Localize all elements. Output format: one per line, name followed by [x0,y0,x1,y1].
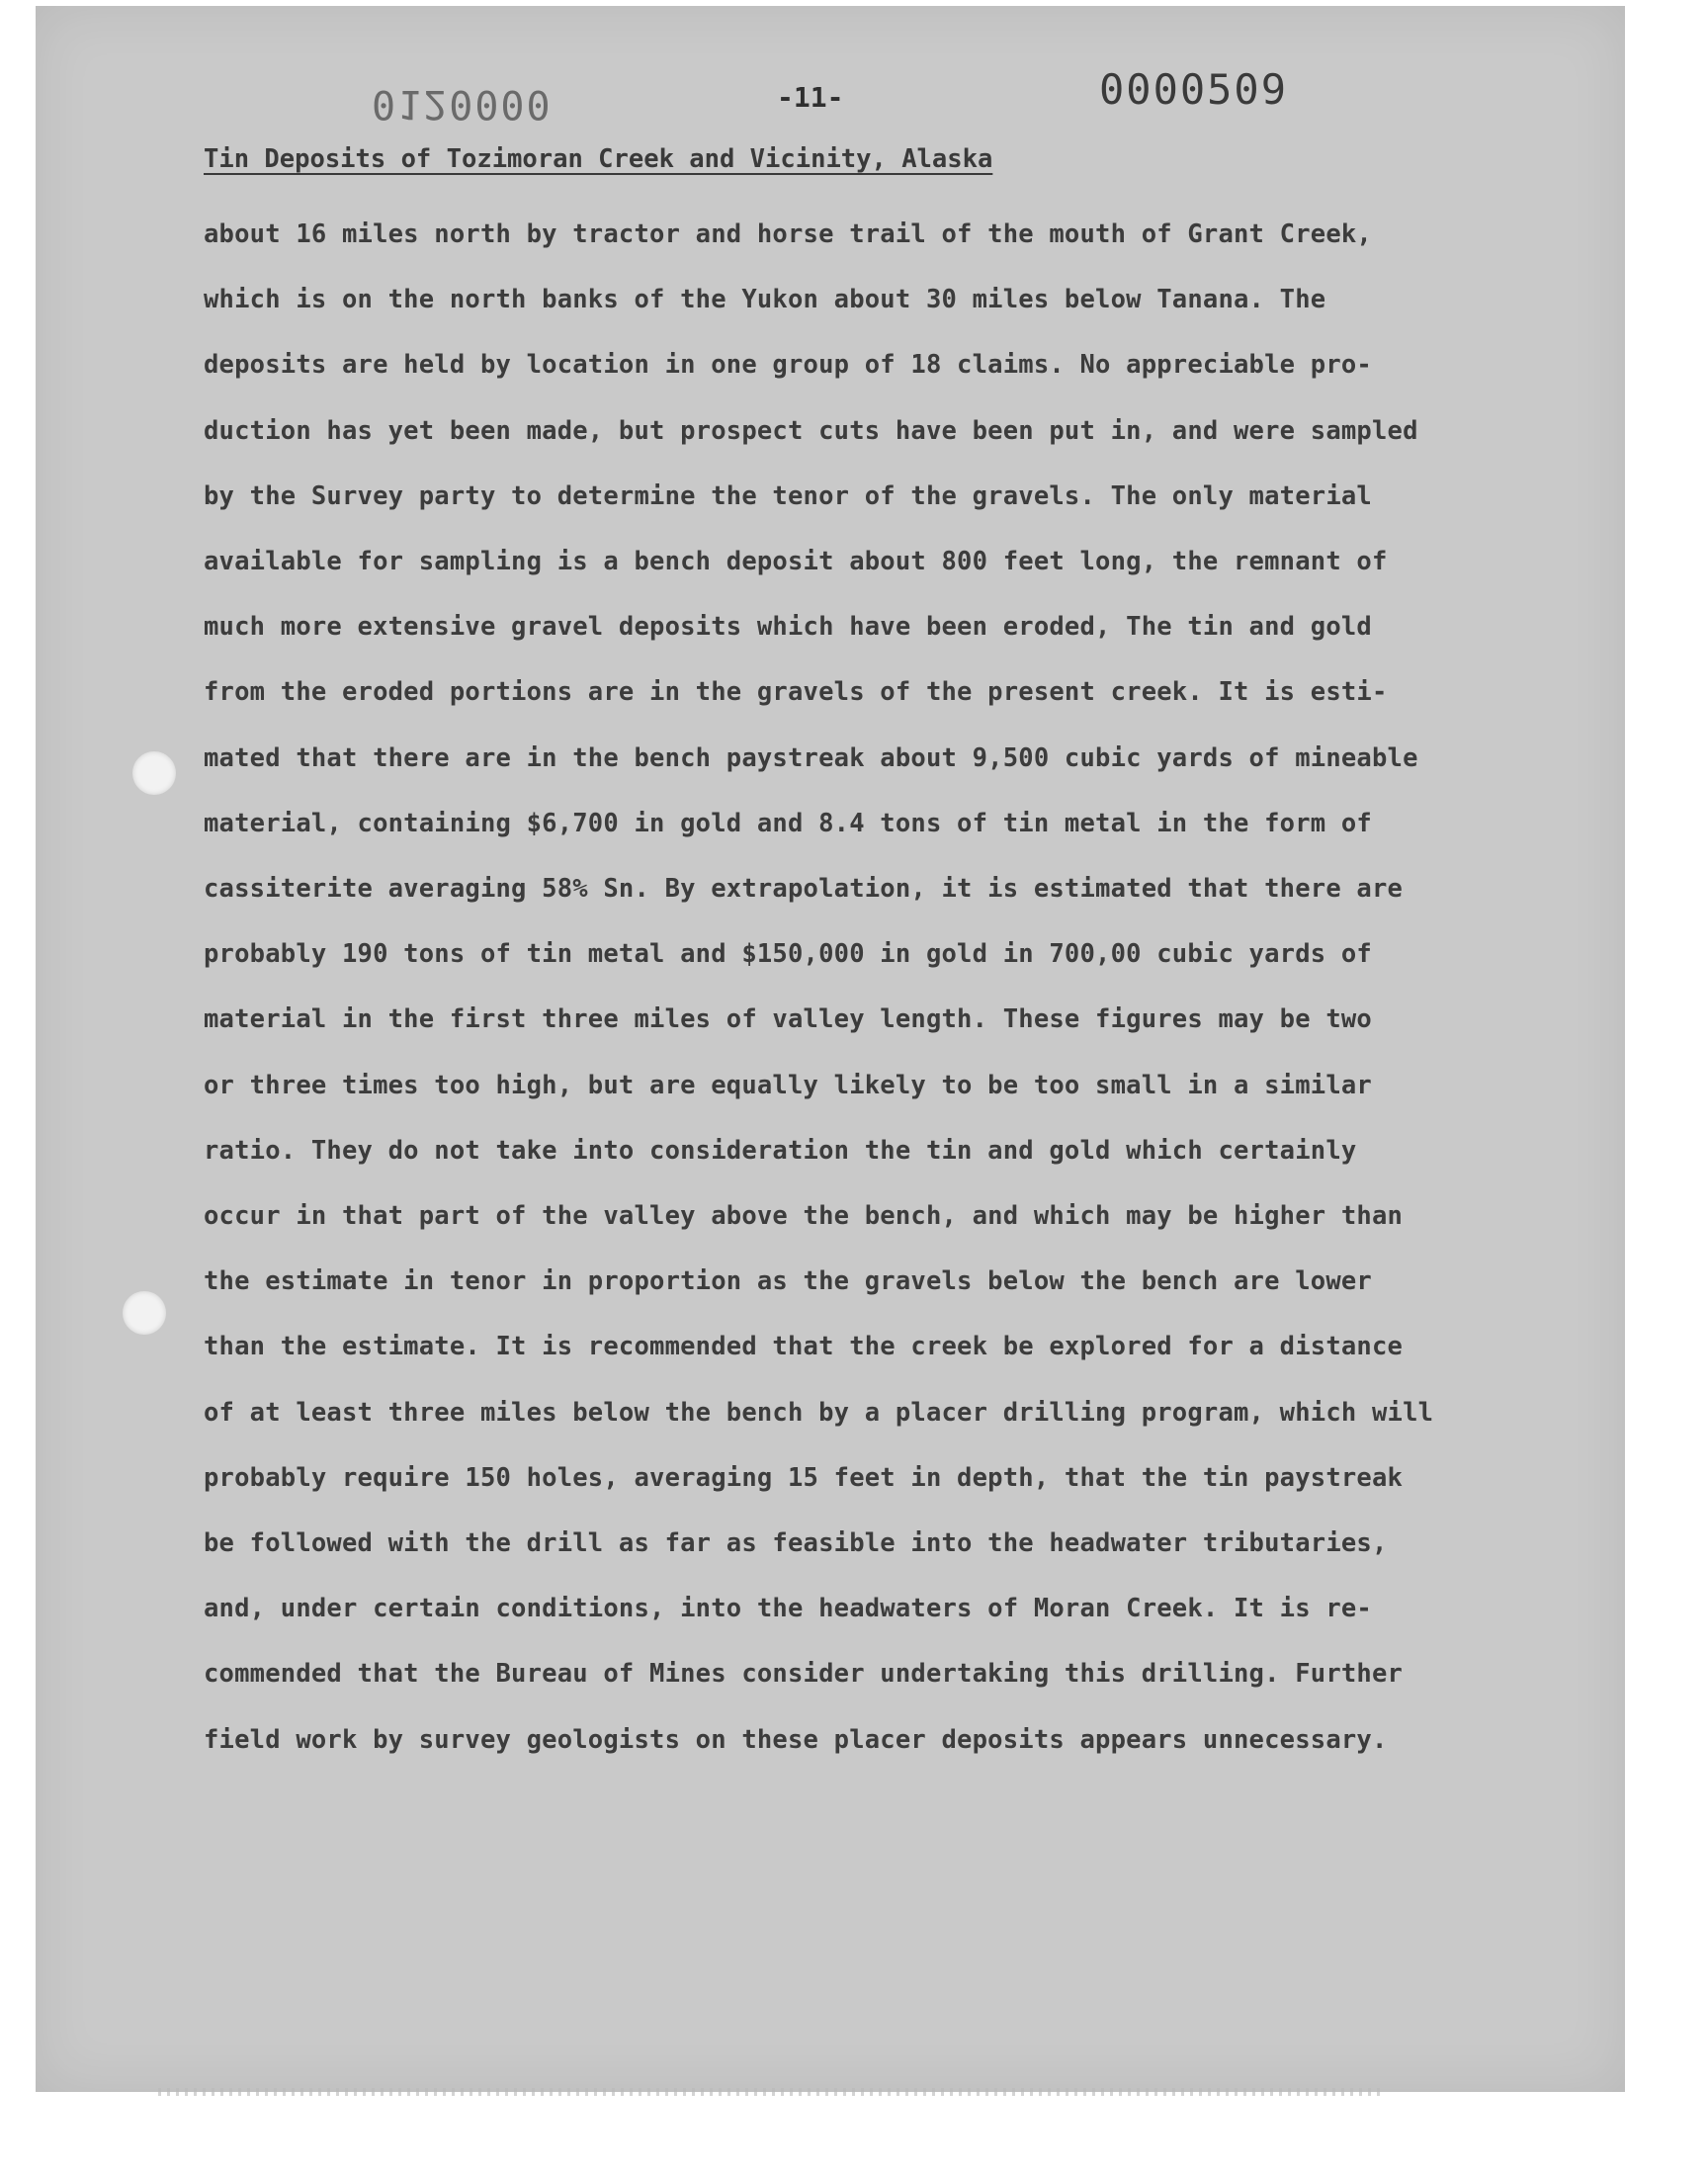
scan-edge-marks [158,2088,1384,2096]
page-number: -11- [777,81,844,114]
body-text-line: mated that there are in the bench paystreak about 9,500 cubic yards of mineable [204,742,1418,773]
body-text-line: or three times too high, but are equally likely to be too small in a similar [204,1070,1372,1100]
body-text-line: available for sampling is a bench deposit about 800 feet long, the remnant of [204,547,1388,576]
body-text-line: much more extensive gravel deposits which have been eroded, The tin and gold [204,612,1372,643]
document-stamp-left: 0120000 [372,81,553,127]
body-text-line: deposits are held by location in one group of 18 claims. No appreciable pro- [204,350,1372,381]
body-text-line: be followed with the drill as far as feasible into the headwater tributaries, [204,1528,1388,1558]
body-text-line: occur in that part of the valley above the bench, and which may be higher than [204,1201,1404,1231]
body-text-line: ratio. They do not take into consideration the tin and gold which certainly [204,1135,1357,1166]
body-text-line: by the Survey party to determine the tenor of the gravels. The only material [204,480,1372,511]
document-stamp-right: 0000509 [1099,65,1289,114]
punch-hole [123,1291,166,1335]
body-text-line: than the estimate. It is recommended that the creek be explored for a distance [204,1332,1404,1362]
body-text-line: duction has yet been made, but prospect cuts have been put in, and were sampled [204,415,1418,446]
body-text-line: from the eroded portions are in the gravels of the present creek. It is esti- [204,677,1388,708]
body-text-line: probably require 150 holes, averaging 15 feet in depth, that the tin paystreak [204,1462,1404,1493]
document-page [36,6,1625,2092]
scan-margin [0,2092,1708,2175]
body-text-line: probably 190 tons of tin metal and $150,000 in gold in 700,00 cubic yards of [204,939,1372,970]
document-heading: Tin Deposits of Tozimoran Creek and Vicinity, Alaska [204,144,993,174]
body-text-line: about 16 miles north by tractor and horse trail of the mouth of Grant Creek, [204,219,1372,249]
body-text-line: the estimate in tenor in proportion as the gravels below the bench are lower [204,1266,1372,1297]
body-text-line: field work by survey geologists on these placer deposits appears unnecessary. [204,1724,1388,1755]
body-text-line: cassiterite averaging 58% Sn. By extrapolation, it is estimated that there are [204,874,1404,904]
body-text-line: of at least three miles below the bench by a placer drilling program, which will [204,1397,1434,1428]
body-text-line: commended that the Bureau of Mines consider undertaking this drilling. Further [204,1659,1404,1690]
body-text-line: and, under certain conditions, into the headwaters of Moran Creek. It is re- [204,1594,1372,1624]
body-text-line: material in the first three miles of valley length. These figures may be two [204,1004,1372,1035]
body-text-line: material, containing $6,700 in gold and 8.4 tons of tin metal in the form of [204,808,1372,838]
punch-hole [132,751,176,795]
body-text-line: which is on the north banks of the Yukon about 30 miles below Tanana. The [204,285,1326,315]
